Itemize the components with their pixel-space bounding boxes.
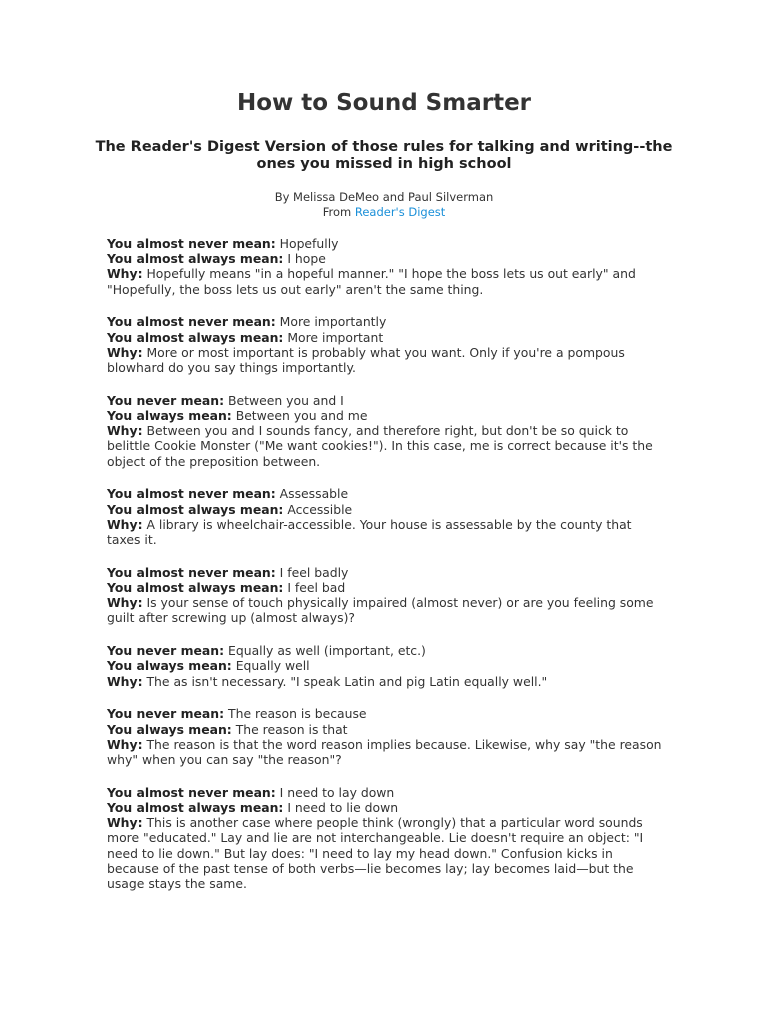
always-text: More important bbox=[287, 329, 384, 345]
always-mean-line bbox=[107, 330, 667, 345]
always-label: You always mean: bbox=[107, 408, 232, 424]
always-label: You always mean: bbox=[107, 658, 232, 674]
always-mean-line bbox=[107, 251, 667, 266]
always-mean-line bbox=[107, 580, 667, 595]
why-text: More or most important is probably what you want. Only if you're a pompous blowhard do you say things importantly. bbox=[107, 344, 625, 376]
why-line bbox=[107, 815, 667, 891]
always-label: You almost always mean: bbox=[107, 580, 284, 596]
always-mean-line bbox=[107, 800, 667, 815]
why-line bbox=[107, 345, 667, 375]
why-line bbox=[107, 423, 667, 469]
why-line bbox=[107, 674, 667, 689]
usage-entry bbox=[107, 643, 667, 689]
why-label: Why: bbox=[107, 266, 143, 282]
never-text: I feel badly bbox=[279, 564, 349, 580]
why-text: The as isn't necessary. "I speak Latin and pig Latin equally well." bbox=[146, 673, 548, 689]
always-text: I need to lie down bbox=[287, 800, 399, 816]
never-text: Assessable bbox=[279, 486, 349, 502]
never-text: Between you and I bbox=[228, 392, 344, 408]
never-label: You almost never mean: bbox=[107, 784, 276, 800]
usage-entry bbox=[107, 785, 667, 891]
always-mean-line bbox=[107, 658, 667, 673]
usage-entry bbox=[107, 486, 667, 547]
never-label: You almost never mean: bbox=[107, 486, 276, 502]
why-text: Is your sense of touch physically impaired (almost never) or are you feeling some guilt after screwing up (almost always)? bbox=[107, 595, 654, 626]
byline-source bbox=[0, 205, 768, 220]
never-text: Hopefully bbox=[279, 236, 339, 251]
usage-entry bbox=[107, 314, 667, 375]
never-text: The reason is because bbox=[228, 706, 367, 722]
why-line bbox=[107, 517, 667, 547]
why-label: Why: bbox=[107, 815, 143, 831]
never-text: Equally as well (important, etc.) bbox=[228, 643, 426, 659]
readers-digest-link[interactable]: Reader's Digest bbox=[354, 204, 446, 219]
byline bbox=[0, 190, 768, 219]
never-label: You almost never mean: bbox=[107, 236, 276, 251]
usage-entry bbox=[107, 706, 667, 767]
why-text: This is another case where people think (wrongly) that a particular word sounds more "educated." Lay and lie are not interchangeable. Lie doesn't require an object: "I need to lie down." But lay does: "I need to lay my head down." Confusion kicks in because of the past tense of both verbs—lie becomes lay; lay becomes laid—but the usage stays the same. bbox=[107, 815, 644, 892]
why-text: Between you and I sounds fancy, and therefore right, but don't be so quick to belittle Cookie Monster ("Me want cookies!"). In this case, me is correct because it's the object of the preposition between. bbox=[107, 423, 653, 469]
always-label: You almost always mean: bbox=[107, 501, 284, 517]
always-mean-line bbox=[107, 408, 667, 423]
never-text: I need to lay down bbox=[279, 784, 395, 800]
always-label: You almost always mean: bbox=[107, 251, 284, 267]
why-label: Why: bbox=[107, 516, 143, 532]
always-text: I hope bbox=[287, 251, 326, 267]
never-mean-line bbox=[107, 643, 667, 658]
why-line bbox=[107, 595, 667, 625]
why-text: A library is wheelchair-accessible. Your house is assessable by the county that taxes it. bbox=[107, 516, 632, 548]
usage-entries bbox=[107, 236, 667, 909]
never-mean-line bbox=[107, 393, 667, 408]
never-mean-line bbox=[107, 785, 667, 800]
never-label: You never mean: bbox=[107, 706, 225, 722]
always-text: I feel bad bbox=[287, 580, 346, 596]
never-mean-line bbox=[107, 236, 667, 251]
usage-entry bbox=[107, 236, 667, 297]
usage-entry bbox=[107, 565, 667, 626]
always-text: Accessible bbox=[287, 501, 353, 517]
page-subtitle: The Reader's Digest Version of those rules for talking and writing--the ones you missed in high school bbox=[95, 139, 673, 172]
always-text: Between you and me bbox=[235, 408, 368, 424]
why-label: Why: bbox=[107, 344, 143, 360]
byline-authors: By Melissa DeMeo and Paul Silverman bbox=[274, 190, 494, 204]
why-label: Why: bbox=[107, 595, 143, 611]
byline-from-label: From bbox=[322, 204, 352, 219]
why-label: Why: bbox=[107, 673, 143, 689]
always-text: Equally well bbox=[235, 658, 310, 674]
never-label: You never mean: bbox=[107, 643, 225, 659]
why-text: The reason is that the word reason implies because. Likewise, why say "the reason why" when you can say "the reason"? bbox=[107, 736, 662, 768]
never-mean-line bbox=[107, 486, 667, 501]
never-mean-line bbox=[107, 314, 667, 329]
always-label: You always mean: bbox=[107, 721, 232, 737]
always-label: You almost always mean: bbox=[107, 329, 284, 345]
usage-entry bbox=[107, 393, 667, 469]
never-text: More importantly bbox=[279, 314, 387, 330]
why-line bbox=[107, 266, 667, 296]
never-label: You never mean: bbox=[107, 392, 225, 408]
always-mean-line bbox=[107, 722, 667, 737]
why-label: Why: bbox=[107, 423, 143, 439]
always-label: You almost always mean: bbox=[107, 800, 284, 816]
never-label: You almost never mean: bbox=[107, 564, 276, 580]
never-mean-line bbox=[107, 706, 667, 721]
why-text: Hopefully means "in a hopeful manner." "I hope the boss lets us out early" and "Hopefully, the boss lets us out early" aren't the same thing. bbox=[107, 266, 636, 297]
never-mean-line bbox=[107, 565, 667, 580]
why-line bbox=[107, 737, 667, 767]
never-label: You almost never mean: bbox=[107, 314, 276, 330]
always-text: The reason is that bbox=[235, 721, 348, 737]
page-title: How to Sound Smarter bbox=[236, 90, 532, 116]
always-mean-line bbox=[107, 502, 667, 517]
why-label: Why: bbox=[107, 736, 143, 752]
